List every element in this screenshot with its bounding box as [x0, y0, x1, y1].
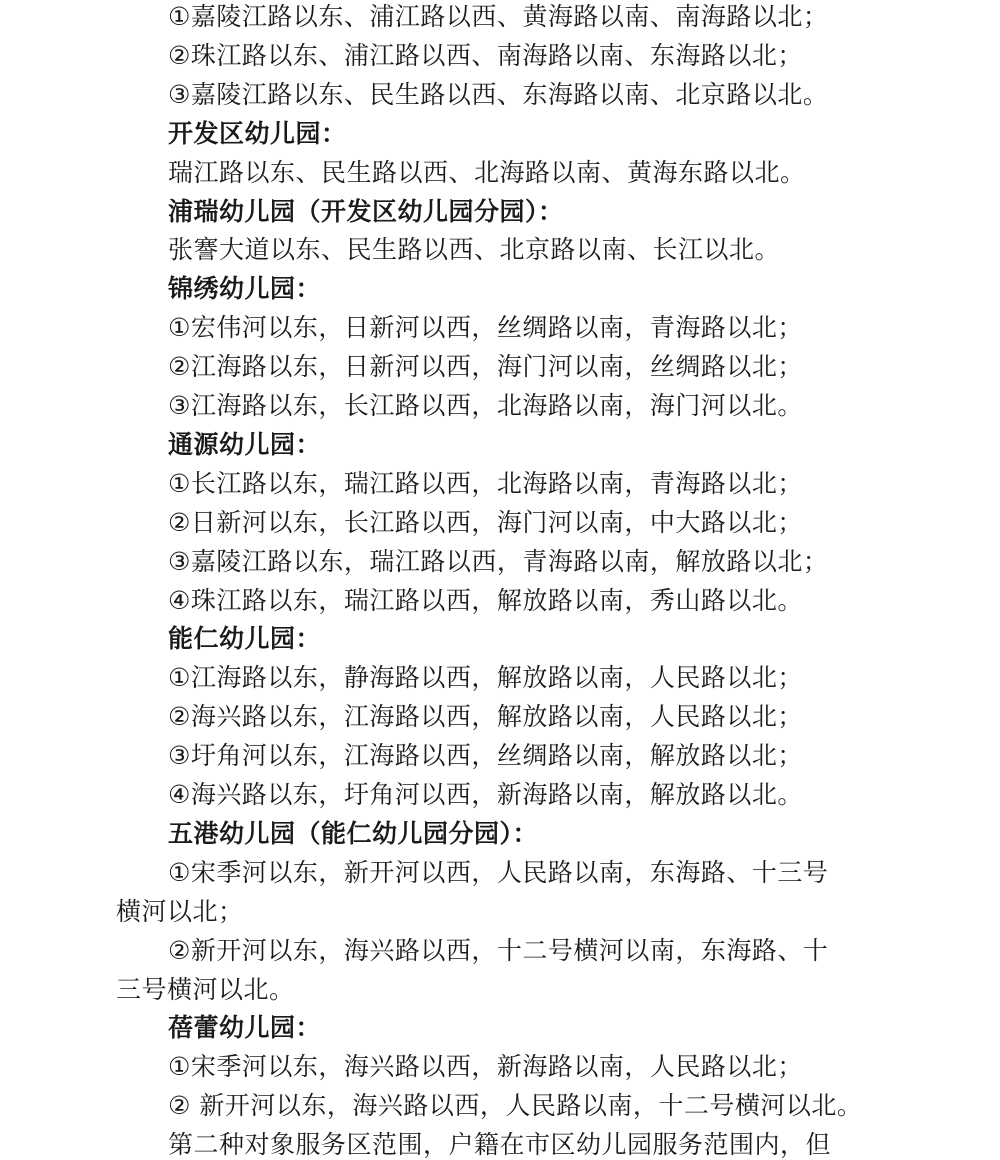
text-line: ④珠江路以东，瑞江路以西，解放路以南，秀山路以北。: [168, 585, 803, 615]
text-line: ③圩角河以东，江海路以西，丝绸路以南，解放路以北；: [168, 741, 803, 771]
text-line: ④海兴路以东，圩角河以西，新海路以南，解放路以北。: [168, 780, 803, 809]
section-heading: 五港幼儿园（能仁幼儿园分园）：: [168, 818, 539, 848]
section-heading: 开发区幼儿园：: [168, 118, 347, 148]
section-heading: 浦瑞幼儿园（开发区幼儿园分园）：: [168, 196, 564, 226]
text-line: ②日新河以东，长江路以西，海门河以南，中大路以北；: [168, 507, 803, 537]
text-line: ②珠江路以东、浦江路以西、南海路以南、东海路以北；: [168, 40, 803, 70]
text-line: ①江海路以东，静海路以西，解放路以南，人民路以北；: [168, 663, 803, 693]
text-line: ①宋季河以东，海兴路以西，新海路以南，人民路以北；: [168, 1052, 803, 1082]
text-line: ①宏伟河以东，日新河以西，丝绸路以南，青海路以北；: [168, 313, 803, 343]
text-line: 三号横河以北。: [116, 974, 295, 1004]
text-line: ③嘉陵江路以东，瑞江路以西，青海路以南，解放路以北；: [168, 546, 829, 576]
section-heading: 通源幼儿园：: [168, 429, 322, 459]
section-heading: 能仁幼儿园：: [168, 624, 322, 654]
text-line: ②江海路以东，日新河以西，海门河以南，丝绸路以北；: [168, 352, 803, 382]
section-heading: 蓓蕾幼儿园：: [168, 1013, 322, 1043]
text-line: ①宋季河以东，新开河以西，人民路以南，东海路、十三号: [168, 857, 829, 887]
text-line: 瑞江路以东、民生路以西、北海路以南、黄海东路以北。: [168, 157, 806, 187]
text-line: ①嘉陵江路以东、浦江路以西、黄海路以南、南海路以北；: [168, 2, 829, 31]
section-heading: 锦绣幼儿园：: [168, 274, 322, 304]
text-line: ②海兴路以东，江海路以西，解放路以南，人民路以北；: [168, 702, 803, 732]
text-line: 张謇大道以东、民生路以西、北京路以南、长江以北。: [168, 235, 781, 265]
text-line: ②新开河以东，海兴路以西，十二号横河以南，东海路、十: [168, 935, 829, 965]
text-line: ③嘉陵江路以东、民生路以西、东海路以南、北京路以北。: [168, 79, 829, 109]
text-line: ①长江路以东，瑞江路以西，北海路以南，青海路以北；: [168, 468, 803, 498]
text-line: ② 新开河以东，海兴路以西，人民路以南，十二号横河以北。: [168, 1091, 863, 1121]
text-line: 横河以北；: [116, 896, 244, 926]
text-line: ③江海路以东，长江路以西，北海路以南，海门河以北。: [168, 391, 803, 420]
text-line: 第二种对象服务区范围，户籍在市区幼儿园服务范围内，但: [168, 1130, 832, 1160]
